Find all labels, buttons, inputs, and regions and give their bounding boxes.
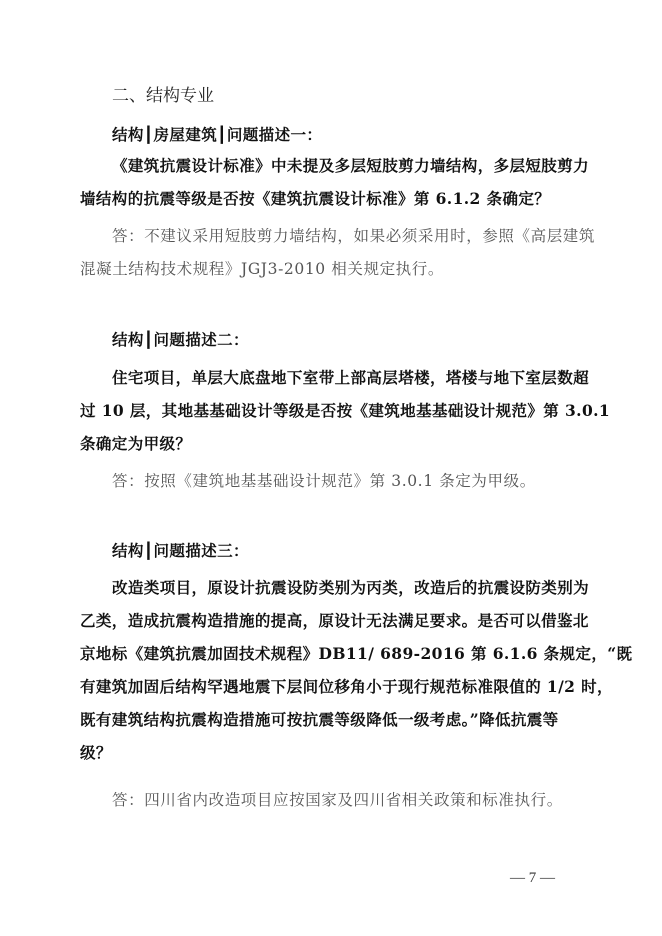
question-2-line: 条确定为甲级？: [80, 434, 192, 453]
question-3-line: 既有建筑结构抗震构造措施可按抗震等级降低一级考虑。”降低抗震等: [80, 710, 559, 729]
question-2-header: 结构┃问题描述二：: [112, 330, 249, 349]
question-2-line: 住宅项目，单层大底盘地下室带上部高层塔楼，塔楼与地下室层数超: [112, 368, 590, 387]
answer-1-line: 混凝土结构技术规程》JGJ3-2010 相关规定执行。: [80, 260, 444, 278]
question-1-header: 结构┃房屋建筑┃问题描述一：: [112, 125, 323, 144]
section-title: 二、结构专业: [112, 86, 214, 106]
question-3-line: 改造类项目，原设计抗震设防类别为丙类，改造后的抗震设防类别为: [112, 578, 590, 597]
question-3-line: 级？: [80, 743, 112, 762]
question-2-line: 过 10 层，其地基基础设计等级是否按《建筑地基基础设计规范》第 3.0.1: [80, 401, 611, 420]
question-1-line: 《建筑抗震设计标准》中未提及多层短肢剪力墙结构，多层短肢剪力: [112, 156, 590, 175]
answer-1-line: 答：不建议采用短肢剪力墙结构，如果必须采用时，参照《高层建筑: [112, 227, 596, 245]
question-3-line: 有建筑加固后结构罕遇地震下层间位移角小于现行规范标准限值的 1/2 时，: [80, 677, 613, 696]
question-3-line: 京地标《建筑抗震加固技术规程》DB11/ 689-2016 第 6.1.6 条规定，“既: [80, 644, 633, 663]
question-1-line: 墙结构的抗震等级是否按《建筑抗震设计标准》第 6.1.2 条确定？: [80, 189, 551, 208]
question-3-header: 结构┃问题描述三：: [112, 541, 249, 560]
page-number: — 7 —: [510, 870, 555, 886]
answer-2-line: 答：按照《建筑地基基础设计规范》第 3.0.1 条定为甲级。: [112, 472, 536, 490]
answer-3-line: 答：四川省内改造项目应按国家及四川省相关政策和标准执行。: [112, 791, 563, 809]
question-3-line: 乙类，造成抗震构造措施的提高，原设计无法满足要求。是否可以借鉴北: [80, 611, 589, 630]
